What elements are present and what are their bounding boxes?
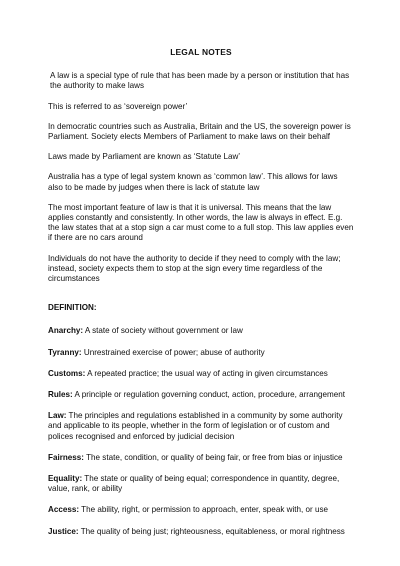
- definition-term: Anarchy:: [48, 326, 84, 336]
- definition-item: [48, 326, 354, 336]
- definition-term: Rules:: [48, 390, 73, 400]
- definition-text: The state, condition, or quality of being fair, or free from bias or injustice: [84, 452, 343, 462]
- intro-paragraph: In democratic countries such as Australia, Britain and the US, the sovereign power is Parliament. Society elects Members of Parliament to make laws on their behalf: [48, 121, 351, 142]
- definition-item: [48, 474, 354, 494]
- intro-paragraph: Australia has a type of legal system known as ‘common law’. This allows for laws also to be made by judges when there is lack of statute law: [48, 172, 338, 192]
- intro-section: [48, 71, 354, 284]
- definition-text: The ability, right, or permission to approach, enter, speak with, or use: [79, 505, 328, 515]
- definitions-list: [48, 326, 354, 536]
- definition-text: Unrestrained exercise of power; abuse of authority: [81, 347, 265, 357]
- intro-paragraph: This is referred to as ‘sovereign power’: [48, 101, 188, 111]
- definition-term: Access:: [48, 505, 80, 515]
- document-title: LEGAL NOTES: [170, 47, 232, 57]
- definition-text: A repeated practice; the usual way of acting in given circumstances: [85, 368, 328, 378]
- intro-paragraph: Laws made by Parliament are known as ‘Statute Law’: [48, 152, 241, 162]
- definition-text: A principle or regulation governing conduct, action, procedure, arrangement: [72, 390, 345, 400]
- intro-paragraph: Individuals do not have the authority to decide if they need to comply with the law; instead, society expects them to stop at the sign every time regardless of the circumstances: [48, 253, 341, 284]
- definition-term: Tyranny:: [48, 347, 82, 357]
- definition-text: The quality of being just; righteousness, equitableness, or moral rightness: [78, 526, 345, 536]
- definition-text: The principles and regulations established in a community by some authority and applicable to its people, whether in the form of legislation or of custom and polices recognised and enforced by judicial decision: [48, 411, 343, 441]
- definition-text: A state of society without government or law: [83, 326, 243, 336]
- definition-item: [48, 348, 354, 358]
- intro-paragraph: A law is a special type of rule that has been made by a person or institution that has the authority to make laws: [50, 71, 350, 91]
- definition-item: [48, 505, 354, 515]
- definition-item: [48, 527, 354, 537]
- definition-term: Equality:: [48, 474, 83, 484]
- definition-item: [48, 369, 354, 379]
- definition-term: Justice:: [48, 526, 79, 536]
- definition-term: Fairness:: [48, 452, 84, 462]
- definition-item: [48, 411, 354, 442]
- definition-term: Law:: [48, 411, 67, 421]
- definition-item: [48, 453, 354, 463]
- definition-item: [48, 390, 354, 400]
- intro-paragraph: The most important feature of law is that it is universal. This means that the law applies constantly and consistently. In other words, the law is always in effect. E.g. the law states that at a stop sign a car must come to a full stop. This law applies even if there are no cars around: [48, 202, 354, 243]
- definition-text: The state or quality of being equal; correspondence in quantity, degree, value, rank, or ability: [48, 474, 340, 494]
- definition-term: Customs:: [48, 368, 86, 378]
- definitions-heading: DEFINITION:: [48, 303, 97, 313]
